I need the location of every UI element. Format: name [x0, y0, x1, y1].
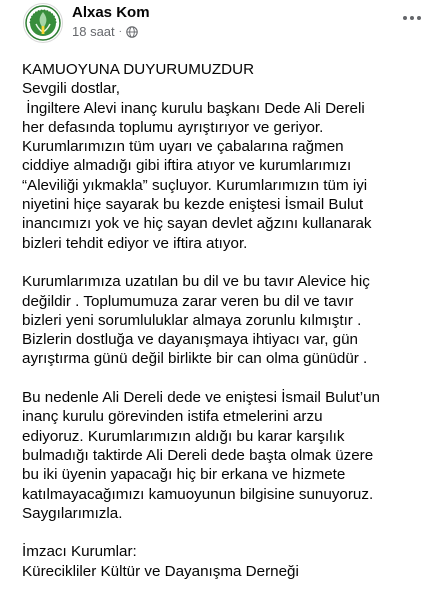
post-line: inancımızı yok ve hiç sayan devlet ağzını kullanarak — [22, 215, 372, 233]
post-line: her defasında toplumu ayrıştırıyor ve geriyor. — [22, 118, 324, 136]
post-line: “Aleviliği yıkmakla” suçluyor. Kurumlarımızın tüm iyi — [22, 176, 368, 194]
meta-separator: · — [118, 26, 122, 37]
post-line: değildir . Toplumumuza zarar veren bu dil ve tavır — [22, 292, 354, 310]
post-line: inanç kurulu görevinden istifa etmelerini arzu — [22, 408, 323, 426]
more-horizontal-icon[interactable] — [400, 12, 424, 24]
post-line: Saygılarımızla. — [22, 504, 123, 522]
organization-logo-icon — [24, 4, 62, 42]
post-line: bu iki üyenin yapacağı hiç bir erkana ve hizmete — [22, 466, 346, 484]
paragraph-gap — [22, 369, 427, 388]
post-line: Bizlerin dostluğa ve dayanışmaya ihtiyacı var, gün — [22, 331, 358, 349]
author-name[interactable]: Alxas Kom — [72, 4, 150, 21]
paragraph-gap — [22, 253, 427, 272]
post-text — [22, 60, 427, 581]
post-line: bizleri yeni sorumluluklar almaya zorunlu kılmıştır . — [22, 311, 362, 329]
avatar[interactable] — [23, 3, 63, 43]
post-line: Kurumlarımıza uzatılan bu dil ve bu tavır Alevice hiç — [22, 273, 370, 291]
post-line: bizleri tehdit ediyor ve iftira atıyor. — [22, 234, 248, 252]
post-line: İmzacı Kurumlar: — [22, 543, 137, 561]
post-line: katılmayacağımızı kamuoyunun bilgisine sunuyoruz. — [22, 485, 374, 503]
post-line: niyetini hiçe sayarak bu kezde eniştesi İsmail Bulut — [22, 196, 364, 214]
post-line: Bu nedenle Ali Dereli dede ve eniştesi İsmail Bulut’un — [22, 389, 380, 407]
paragraph-gap — [22, 523, 427, 542]
post-line: ediyoruz. Kurumlarımızın aldığı bu karar karşılık — [22, 427, 345, 445]
post-line: ciddiye almadığı gibi iftira atıyor ve kurumlarımızı — [22, 157, 352, 175]
post-line: ayrıştırma günü değil birlikte bir can olma günüdür . — [22, 350, 368, 368]
post-line: bulmadığı taktirde Ali Dereli dede başta olmak üzere — [22, 446, 374, 464]
globe-icon[interactable] — [126, 26, 138, 38]
post-time[interactable]: 18 saat — [72, 24, 115, 39]
post-line: Kürecikliler Kültür ve Dayanışma Derneği — [22, 562, 299, 580]
post-meta — [72, 24, 138, 39]
post-line: İngiltere Alevi inanç kurulu başkanı Dede Ali Dereli — [22, 99, 365, 117]
post-line: KAMUOYUNA DUYURUMUZDUR — [22, 61, 255, 78]
post-line: Kurumlarımızın tüm uyarı ve çabalarına rağmen — [22, 138, 344, 156]
post-line: Sevgili dostlar, — [22, 80, 120, 98]
post-header — [0, 0, 434, 48]
